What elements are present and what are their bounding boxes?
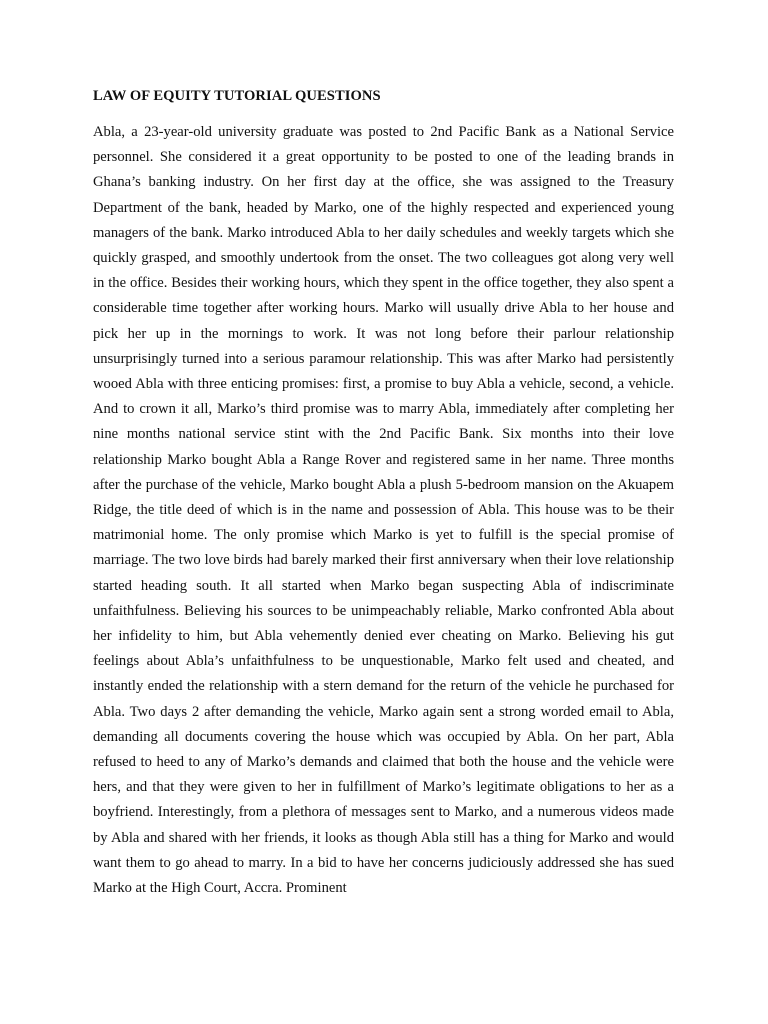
document-paragraph: Abla, a 23-year-old university graduate was posted to 2nd Pacific Bank as a National Service personnel. She considered it a great opportunity to be posted to one of the leading brands in Ghana’s banking industry. On her first day at the office, she was assigned to the Treasury Department of the bank, headed by Marko, one of the highly respected and experienced young managers of the bank. Marko introduced Abla to her daily schedules and weekly targets which she quickly grasped, and smoothly undertook from the onset. The two colleagues got along very well in the office. Besides their working hours, which they spent in the office together, they also spent a considerable time together after working hours. Marko will usually drive Abla to her house and pick her up in the mornings to work. It was not long before their parlour relationship unsurprisingly turned into a serious paramour relationship. This was after Marko had persistently wooed Abla with three enticing promises: first, a promise to buy Abla a vehicle, second, a vehicle. And to crown it all, Marko’s third promise was to marry Abla, immediately after completing her nine months national service stint with the 2nd Pacific Bank. Six months into their love relationship Marko bought Abla a Range Rover and registered same in her name. Three months after the purchase of the vehicle, Marko bought Abla a plush 5-bedroom mansion on the Akuapem Ridge, the title deed of which is in the name and possession of Abla. This house was to be their matrimonial home. The only promise which Marko is yet to fulfill is the special promise of marriage. The two love birds had barely marked their first anniversary when their love relationship started heading south. It all started when Marko began suspecting Abla of indiscriminate unfaithfulness. Believing his sources to be unimpeachably reliable, Marko confronted Abla about her infidelity to him, but Abla vehemently denied ever cheating on Marko. Believing his gut feelings about Abla’s unfaithfulness to be unquestionable, Marko felt used and cheated, and instantly ended the relationship with a stern demand for the return of the vehicle he purchased for Abla. Two days 2 after demanding the vehicle, Marko again sent a strong worded email to Abla, demanding all documents covering the house which was occupied by Abla. On her part, Abla refused to heed to any of Marko’s demands and claimed that both the house and the vehicle were hers, and that they were given to her in fulfillment of Marko’s legitimate obligations to her as a boyfriend. Interestingly, from a plethora of messages sent to Marko, and a numerous videos made by Abla and shared with her friends, it looks as though Abla still has a thing for Marko and would want them to go ahead to marry. In a bid to have her concerns judiciously addressed she has sued Marko at the High Court, Accra. Prominent (93, 124, 674, 897)
document-page (93, 86, 674, 901)
document-title: LAW OF EQUITY TUTORIAL QUESTIONS (93, 88, 381, 104)
